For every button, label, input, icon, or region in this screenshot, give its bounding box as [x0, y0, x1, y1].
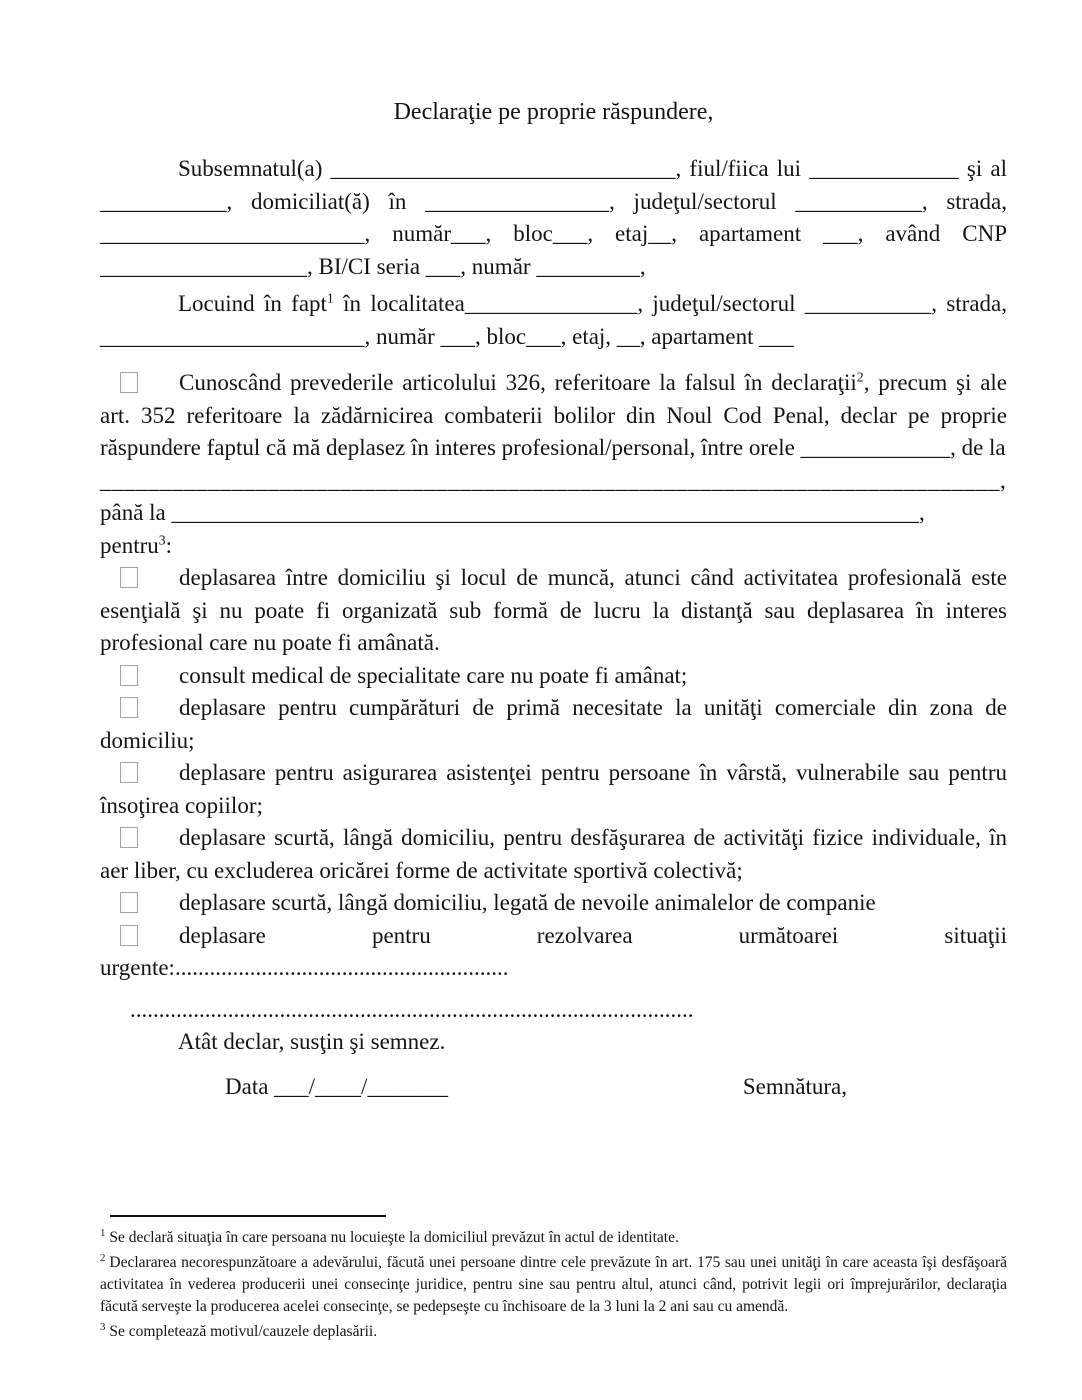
footnote-ref-3: 3 [158, 531, 166, 547]
reason-text: deplasare pentru rezolvarea următoarei situaţii urgente:.......................................................... [100, 922, 1007, 980]
pentru-line [100, 530, 1007, 563]
footnote-ref-1: 1 [326, 290, 334, 306]
footnote-divider [110, 1215, 386, 1217]
paragraph-locuind-text: Locuind în fapt [178, 291, 327, 316]
checkbox-icon[interactable] [120, 925, 138, 946]
paragraph-locuind-text-cont: în localitatea_______________, judeţul/sectorul ___________, strada, _______________________, număr ___, bloc___, etaj, __, apartament ___ [100, 291, 1007, 349]
checkbox-icon[interactable] [120, 372, 138, 393]
checkbox-icon[interactable] [120, 892, 138, 913]
checkbox-icon[interactable] [120, 665, 138, 686]
reason-item-pets [100, 887, 1007, 920]
footnote-2 [100, 1252, 1007, 1318]
paragraph-subsemnatul: Subsemnatul(a) ______________________________, fiul/fiica lui _____________ şi al ___________, domiciliat(ă) în ________________, judeţul/sectorul ___________, strada, _______________________, număr___, bloc___, etaj__, apartament ___, având CNP __________________, BI/CI seria ___, număr _________, [100, 156, 1007, 279]
reason-text: deplasare pentru asigurarea asistenţei pentru persoane în vârstă, vulnerabile sau pentru însoţirea copiilor; [100, 760, 1007, 818]
pentru-label: pentru [100, 532, 159, 558]
footnote-3-number: 3 [100, 1320, 106, 1333]
reason-text: deplasare scurtă, lângă domiciliu, legată de nevoile animalelor de companie [179, 890, 876, 915]
reason-item-shopping [100, 692, 1007, 757]
signature-label: Semnătura, [742, 1073, 847, 1099]
footnote-2-text: Declararea necorespunzătoare a adevărului, făcută unei persoane dintre cele prevăzute în art. 175 sau unei unităţi în care aceasta îşi desfăşoară activitatea în vederea producerii unei consecinţe juridice, pentru sine sau pentru altul, atunci când, potrivit legii ori împrejurărilor, declaraţia făcută serveşte la producerea acelei consecinţe, se pedepseşte cu închisoare de la 3 luni la 2 ani sau cu amendă. [100, 1254, 1007, 1315]
document-title: Declaraţie pe proprie răspundere, [393, 99, 714, 125]
pentru-colon: : [165, 532, 173, 558]
reason-item-assistance [100, 757, 1007, 822]
checkbox-icon[interactable] [120, 567, 138, 588]
footnote-3 [100, 1321, 1007, 1343]
reason-item-exercise [100, 822, 1007, 887]
closing-statement: Atât declar, susţin şi semnez. [178, 1029, 446, 1054]
paragraph-locuind [100, 288, 1007, 353]
reason-item-urgent [100, 920, 1007, 985]
footnotes-section [100, 1215, 1007, 1343]
footnote-ref-2: 2 [856, 369, 864, 385]
blank-fill-line: ___________________________________________________________________________, [100, 467, 1007, 493]
reason-text: deplasare pentru cumpărături de primă necesitate la unităţi comerciale din zona de domiciliu; [100, 695, 1007, 753]
reason-text: deplasarea între domiciliu şi locul de muncă, atunci când activitatea profesională este esenţială şi nu poate fi organizată sub formă de lucru la distanţă sau deplasarea în interes profesional care nu poate fi amânată. [100, 565, 1007, 655]
checkbox-icon[interactable] [120, 697, 138, 718]
paragraph-cunoscand [100, 367, 1007, 465]
reason-item-medical [100, 660, 1007, 693]
reason-text: consult medical de specialitate care nu poate fi amânat; [179, 662, 688, 688]
reason-text: deplasare scurtă, lângă domiciliu, pentru desfăşurarea de activităţi fizice individuale, în aer liber, cu excluderea oricărei forme de activitate sportivă colectivă; [100, 825, 1007, 883]
paragraph-cunoscand-text: Cunoscând prevederile articolului 326, referitoare la falsul în declaraţii [179, 370, 857, 395]
pana-la-line: până la _________________________________________________________________, [100, 500, 925, 525]
footnote-1 [100, 1227, 1007, 1249]
paragraph-cunoscand-text-cont: , precum şi ale art. 352 referitoare la zădărnicirea combaterii bolilor din Noul Cod Penal, declar pe proprie răspundere faptul că mă deplasez în interes profesional/personal, între orele _____________, de la [100, 370, 1007, 460]
reason-item-work [100, 562, 1007, 660]
checkbox-icon[interactable] [120, 762, 138, 783]
footnote-1-text: Se declară situaţia în care persoana nu locuieşte la domiciliul prevăzut în actul de identitate. [109, 1229, 679, 1246]
footnote-1-number: 1 [100, 1226, 106, 1239]
checkbox-icon[interactable] [120, 827, 138, 848]
footnote-3-text: Se completează motivul/cauzele deplasării. [109, 1323, 378, 1340]
date-field: Data ___/____/_______ [225, 1073, 448, 1099]
footnote-2-number: 2 [100, 1251, 106, 1264]
urgent-continuation-dots: .................................................................................................. [130, 996, 694, 1022]
signature-row [100, 1071, 1007, 1104]
